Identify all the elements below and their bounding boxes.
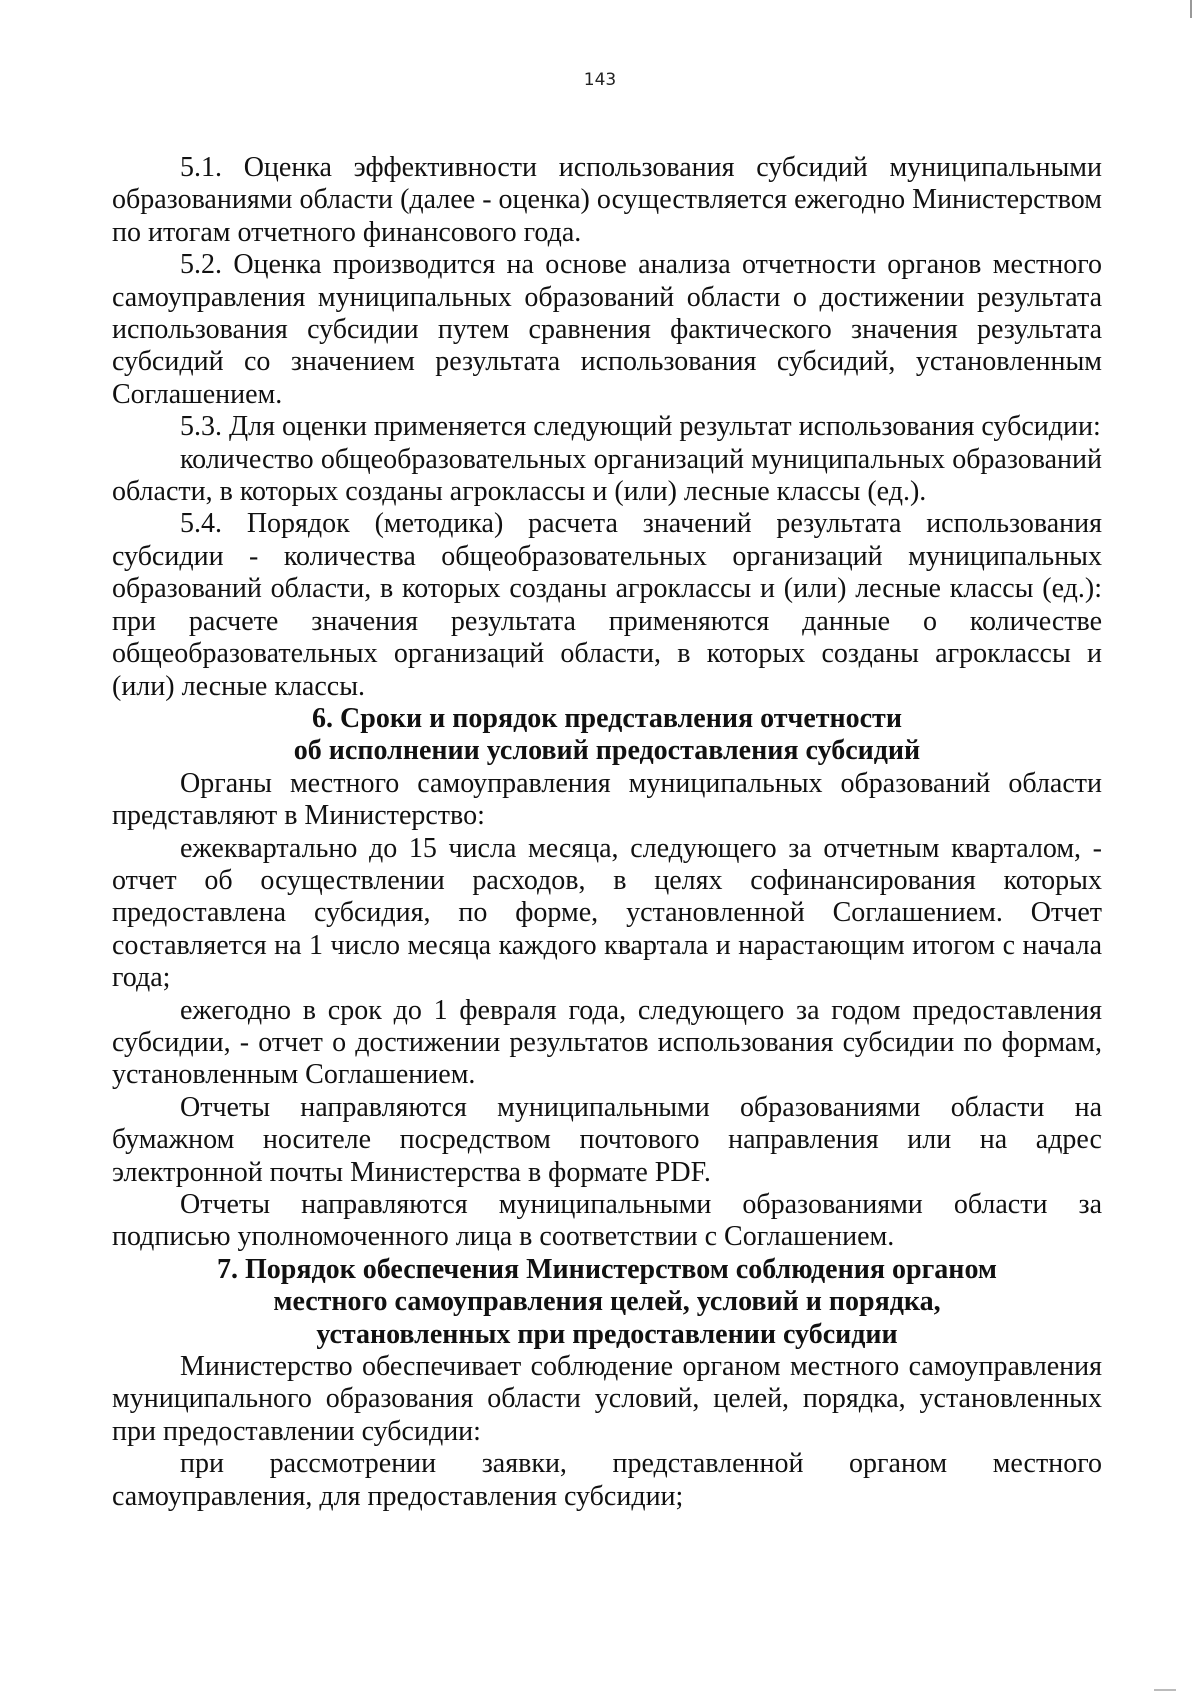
paragraph-5-4: 5.4. Порядок (методика) расчета значений результата использования субсидии - количества общеобразовательных организаций муниципальных образований области, в которых созданы агроклассы и (или) лесные классы (ед.): при расчете значения результата применяются данные о количестве общеобразовательных организаций области, в которых созданы агроклассы и (или) лесные классы.	[112, 508, 1102, 702]
section-6-paragraph-4: Отчеты направляются муниципальными образованиями области на бумажном носителе посредством почтового направления или на адрес электронной почты Министерства в формате PDF.	[112, 1091, 1102, 1188]
section-6-heading	[112, 703, 1102, 768]
section-7-paragraph-1: Министерство обеспечивает соблюдение органом местного самоуправления муниципального образования области условий, целей, порядка, установленных при предоставлении субсидии:	[112, 1351, 1102, 1447]
scan-edge-mark-bottom	[1154, 1689, 1176, 1691]
section-6-heading-line-1: 6. Сроки и порядок представления отчетности	[312, 702, 902, 734]
section-6-paragraph-1: Органы местного самоуправления муниципальных образований области представляют в Министерство:	[112, 767, 1102, 832]
paragraph-5-3-result: количество общеобразовательных организаций муниципальных образований области, в которых созданы агроклассы и (или) лесные классы (ед.).	[112, 443, 1102, 508]
section-7-heading-line-1: 7. Порядок обеспечения Министерством соблюдения органом	[217, 1253, 997, 1285]
section-6-paragraph-5: Отчеты направляются муниципальными образованиями области за подписью уполномоченного лица в соответствии с Соглашением.	[112, 1189, 1102, 1253]
scan-edge-mark	[1190, 0, 1192, 18]
section-7-paragraph-2: при рассмотрении заявки, представленной органом местного самоуправления, для предоставления субсидии;	[112, 1448, 1102, 1512]
paragraph-5-1: 5.1. Оценка эффективности использования субсидий муниципальными образованиями области (далее - оценка) осуществляется ежегодно Министерством по итогам отчетного финансового года.	[112, 152, 1102, 248]
page-number: 143	[583, 70, 617, 90]
section-6-paragraph-2: ежеквартально до 15 числа месяца, следующего за отчетным кварталом, - отчет об осуществлении расходов, в целях софинансирования которых предоставлена субсидия, по форме, установленной Соглашением. Отчет составляется на 1 число месяца каждого квартала и нарастающим итогом с начала года;	[112, 832, 1102, 994]
paragraph-5-2: 5.2. Оценка производится на основе анализа отчетности органов местного самоуправления муниципальных образований области о достижении результата использования субсидии путем сравнения фактического значения результата субсидий со значением результата использования субсидий, установленным Соглашением.	[112, 249, 1102, 410]
paragraph-5-3: 5.3. Для оценки применяется следующий результат использования субсидии:	[180, 411, 1101, 443]
section-7-heading-line-2: местного самоуправления целей, условий и порядка,	[273, 1286, 941, 1318]
section-7-heading-line-3: установленных при предоставлении субсидии	[316, 1318, 898, 1350]
section-6-heading-line-2: об исполнении условий предоставления субсидий	[293, 735, 921, 767]
section-6-paragraph-3: ежегодно в срок до 1 февраля года, следующего за годом предоставления субсидии, - отчет о достижении результатов использования субсидии по формам, установленным Соглашением.	[112, 994, 1102, 1091]
document-body	[112, 152, 1102, 1513]
section-7-heading	[112, 1254, 1102, 1351]
